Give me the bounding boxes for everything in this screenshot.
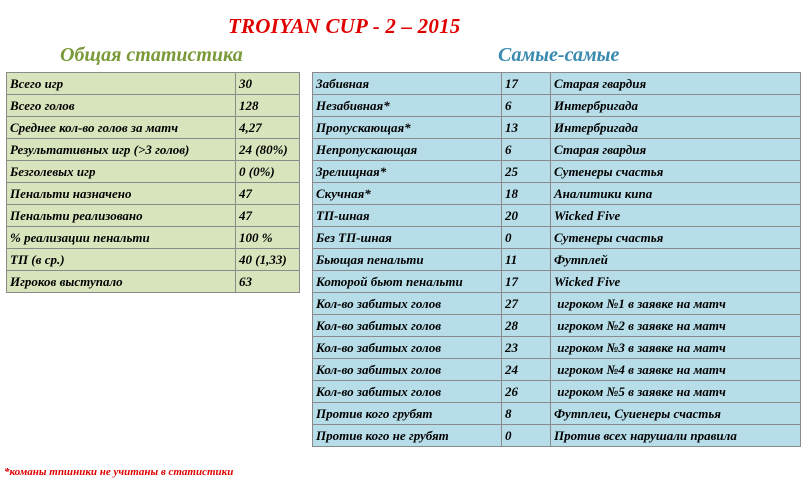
record-category: Без ТП-шная <box>313 227 502 249</box>
record-team: Wicked Five <box>551 271 801 293</box>
table-row <box>313 337 801 359</box>
record-team: Сутенеры счастья <box>551 161 801 183</box>
table-row <box>313 359 801 381</box>
table-row <box>313 227 801 249</box>
stat-value: 0 (0%) <box>236 161 300 183</box>
record-team: игроком №3 в заявке на матч <box>551 337 801 359</box>
stat-value: 4,27 <box>236 117 300 139</box>
record-value: 28 <box>502 315 551 337</box>
stat-label: Игроков выступало <box>7 271 236 293</box>
record-value: 11 <box>502 249 551 271</box>
table-row <box>313 205 801 227</box>
record-category: Кол-во забитых голов <box>313 359 502 381</box>
table-row <box>7 73 300 95</box>
record-category: Бьющая пенальти <box>313 249 502 271</box>
stat-value: 100 % <box>236 227 300 249</box>
table-row <box>313 403 801 425</box>
record-value: 20 <box>502 205 551 227</box>
table-row <box>313 271 801 293</box>
top-stats-table <box>312 72 801 447</box>
record-team: игроком №1 в заявке на матч <box>551 293 801 315</box>
top-stats-heading: Самые-самые <box>498 44 620 66</box>
record-category: Кол-во забитых голов <box>313 293 502 315</box>
record-value: 23 <box>502 337 551 359</box>
record-team: Старая гвардия <box>551 139 801 161</box>
table-row <box>313 315 801 337</box>
record-category: Против кого не грубят <box>313 425 502 447</box>
record-category: Кол-во забитых голов <box>313 381 502 403</box>
record-team: Сутенеры счастья <box>551 227 801 249</box>
record-value: 17 <box>502 73 551 95</box>
stat-label: Безголевых игр <box>7 161 236 183</box>
record-value: 26 <box>502 381 551 403</box>
record-category: Кол-во забитых голов <box>313 315 502 337</box>
stat-value: 24 (80%) <box>236 139 300 161</box>
stat-value: 40 (1,33) <box>236 249 300 271</box>
stat-value: 30 <box>236 73 300 95</box>
table-row <box>7 95 300 117</box>
record-category: Которой бьют пенальти <box>313 271 502 293</box>
stat-value: 47 <box>236 205 300 227</box>
record-category: Зрелищная* <box>313 161 502 183</box>
record-team: Старая гвардия <box>551 73 801 95</box>
record-team: игроком №2 в заявке на матч <box>551 315 801 337</box>
record-value: 6 <box>502 139 551 161</box>
table-row <box>313 381 801 403</box>
record-category: ТП-шная <box>313 205 502 227</box>
record-value: 27 <box>502 293 551 315</box>
record-value: 24 <box>502 359 551 381</box>
record-team: Футплей <box>551 249 801 271</box>
stat-label: Всего голов <box>7 95 236 117</box>
table-row <box>7 227 300 249</box>
record-value: 13 <box>502 117 551 139</box>
record-category: Кол-во забитых голов <box>313 337 502 359</box>
record-team: Интербригада <box>551 117 801 139</box>
table-row <box>313 249 801 271</box>
stat-value: 63 <box>236 271 300 293</box>
page-title: TROIYAN CUP - 2 – 2015 <box>228 14 461 38</box>
table-row <box>313 161 801 183</box>
record-category: Незабивная* <box>313 95 502 117</box>
table-row <box>313 95 801 117</box>
table-row <box>313 117 801 139</box>
table-row <box>7 139 300 161</box>
stat-label: % реализации пенальти <box>7 227 236 249</box>
record-team: Против всех нарушали правила <box>551 425 801 447</box>
footnote: *команы тпшники не учитаны в статистики <box>4 466 234 478</box>
record-value: 0 <box>502 425 551 447</box>
record-team: Аналитики кипа <box>551 183 801 205</box>
record-value: 17 <box>502 271 551 293</box>
record-value: 8 <box>502 403 551 425</box>
record-value: 0 <box>502 227 551 249</box>
table-row <box>313 425 801 447</box>
stat-label: Пенальти реализовано <box>7 205 236 227</box>
table-row <box>7 205 300 227</box>
table-row <box>7 271 300 293</box>
record-category: Против кого грубят <box>313 403 502 425</box>
table-row <box>313 183 801 205</box>
stat-value: 128 <box>236 95 300 117</box>
record-team: игроком №4 в заявке на матч <box>551 359 801 381</box>
stat-label: ТП (в ср.) <box>7 249 236 271</box>
record-category: Скучная* <box>313 183 502 205</box>
record-value: 25 <box>502 161 551 183</box>
record-category: Забивная <box>313 73 502 95</box>
general-stats-table <box>6 72 300 293</box>
stat-value: 47 <box>236 183 300 205</box>
table-row <box>7 183 300 205</box>
record-team: игроком №5 в заявке на матч <box>551 381 801 403</box>
record-value: 6 <box>502 95 551 117</box>
table-row <box>7 161 300 183</box>
table-row <box>313 293 801 315</box>
record-team: Wicked Five <box>551 205 801 227</box>
record-team: Интербригада <box>551 95 801 117</box>
general-stats-heading: Общая статистика <box>60 44 243 66</box>
stat-label: Пенальти назначено <box>7 183 236 205</box>
stat-label: Результативных игр (>3 голов) <box>7 139 236 161</box>
table-row <box>313 139 801 161</box>
record-category: Пропускающая* <box>313 117 502 139</box>
table-row <box>7 117 300 139</box>
table-row <box>7 249 300 271</box>
stat-label: Среднее кол-во голов за матч <box>7 117 236 139</box>
stat-label: Всего игр <box>7 73 236 95</box>
record-value: 18 <box>502 183 551 205</box>
table-row <box>313 73 801 95</box>
record-category: Непропускающая <box>313 139 502 161</box>
record-team: Футплеи, Суиенеры счастья <box>551 403 801 425</box>
